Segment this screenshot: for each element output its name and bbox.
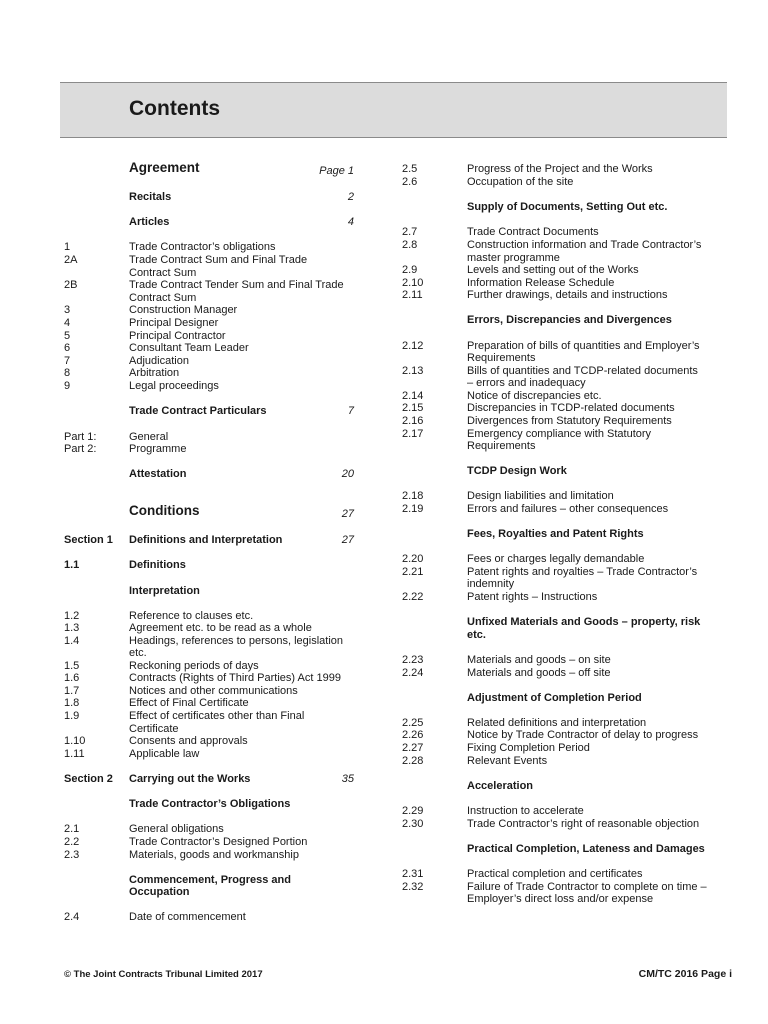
toc-entry-title: Construction Manager xyxy=(129,304,238,316)
toc-entry-title: Failure of Trade Contractor to complete on time – xyxy=(467,881,707,893)
toc-entry xyxy=(64,748,358,762)
toc-entry xyxy=(64,342,358,356)
toc-entry xyxy=(64,622,358,636)
toc-entry-number: 2.23 xyxy=(402,654,424,666)
toc-entry xyxy=(402,805,732,819)
toc-entry xyxy=(402,415,732,429)
toc-entry-number: 2.15 xyxy=(402,402,424,414)
toc-entry-number: 5 xyxy=(64,330,71,342)
toc-entry xyxy=(402,201,732,215)
toc-entry xyxy=(64,886,358,900)
toc-entry-number: 3 xyxy=(64,304,71,316)
toc-entry-number: 2.19 xyxy=(402,503,424,515)
toc-entry-number: 2.21 xyxy=(402,566,424,578)
toc-entry xyxy=(64,160,358,181)
toc-entry xyxy=(64,735,358,749)
toc-entry-title: Headings, references to persons, legislation xyxy=(129,635,344,647)
toc-entry-title: Construction information and Trade Contractor’s xyxy=(467,239,702,251)
toc-entry-title: Preparation of bills of quantities and Employer’s xyxy=(467,340,700,352)
toc-entry xyxy=(64,672,358,686)
toc-entry-number: 1.7 xyxy=(64,685,80,697)
toc-entry xyxy=(402,654,732,668)
toc-entry-title: Principal Contractor xyxy=(129,330,226,342)
toc-entry-number: Section 2 xyxy=(64,773,113,785)
footer-copyright: © The Joint Contracts Tribunal Limited 2017 xyxy=(64,969,263,980)
toc-entry-title: Design liabilities and limitation xyxy=(467,490,614,502)
toc-entry-number: Part 1: xyxy=(64,431,97,443)
toc-entry-title: Contracts (Rights of Third Parties) Act 1999 xyxy=(129,672,341,684)
toc-entry xyxy=(402,843,732,857)
toc-entry-number: 2.32 xyxy=(402,881,424,893)
toc-entry-title: Progress of the Project and the Works xyxy=(467,163,653,175)
toc-entry-number: 2.25 xyxy=(402,717,424,729)
toc-entry-number: 2.14 xyxy=(402,390,424,402)
toc-entry-number: 1.4 xyxy=(64,635,80,647)
toc-entry xyxy=(64,849,358,863)
toc-entry-number: 2A xyxy=(64,254,78,266)
toc-entry xyxy=(64,405,358,419)
toc-entry-number: 2.17 xyxy=(402,428,424,440)
toc-entry-title: Trade Contractor’s right of reasonable objection xyxy=(467,818,700,830)
toc-entry xyxy=(64,534,358,548)
toc-entry xyxy=(402,490,732,504)
toc-entry-page: 2 xyxy=(347,191,354,203)
toc-entry xyxy=(64,836,358,850)
toc-entry-page: 27 xyxy=(341,508,354,520)
toc-entry xyxy=(402,314,732,328)
toc-entry-number: 2.8 xyxy=(402,239,418,251)
toc-entry-title: Notices and other communications xyxy=(129,685,298,697)
toc-entry-number: 1.6 xyxy=(64,672,80,684)
toc-entry xyxy=(64,443,358,457)
toc-entry-title: Notice by Trade Contractor of delay to progress xyxy=(467,729,699,741)
toc-entry xyxy=(64,468,358,482)
toc-entry xyxy=(64,317,358,331)
toc-entry xyxy=(64,823,358,837)
toc-entry-title: Information Release Schedule xyxy=(467,277,615,289)
toc-entry xyxy=(402,742,732,756)
toc-entry-title: Unfixed Materials and Goods – property, risk xyxy=(467,616,701,628)
toc-entry-title: Definitions and Interpretation xyxy=(129,534,283,546)
toc-entry xyxy=(402,553,732,567)
toc-entry xyxy=(402,893,732,907)
toc-entry xyxy=(64,585,358,599)
toc-entry-title: Reckoning periods of days xyxy=(129,660,259,672)
toc-entry-number: 7 xyxy=(64,355,71,367)
toc-entry-number: 4 xyxy=(64,317,71,329)
toc-entry-number: 1.8 xyxy=(64,697,80,709)
toc-entry xyxy=(402,591,732,605)
toc-entry-title: Conditions xyxy=(129,503,200,518)
toc-entry-title: Supply of Documents, Setting Out etc. xyxy=(467,201,668,213)
toc-entry xyxy=(402,377,732,391)
toc-entry-number: 1.9 xyxy=(64,710,80,722)
toc-entry-title: Trade Contract Particulars xyxy=(129,405,267,417)
toc-entry-number: 2.11 xyxy=(402,289,423,301)
toc-entry-page: Page 1 xyxy=(319,165,354,177)
toc-entry-number: 2.3 xyxy=(64,849,80,861)
toc-entry xyxy=(402,503,732,517)
toc-entry-title: Bills of quantities and TCDP-related documents xyxy=(467,365,698,377)
toc-entry-title: Contract Sum xyxy=(129,292,197,304)
toc-entry-page: 27 xyxy=(341,534,354,546)
toc-entry-number: 2.18 xyxy=(402,490,424,502)
toc-entry-title: Acceleration xyxy=(467,780,534,792)
contents-right-column xyxy=(402,0,732,1024)
toc-entry-title: – errors and inadequacy xyxy=(467,377,586,389)
toc-entry-number: 2.27 xyxy=(402,742,424,754)
toc-entry-number: 2.31 xyxy=(402,868,424,880)
toc-entry-title: Fixing Completion Period xyxy=(467,742,590,754)
toc-entry-title: Effect of Final Certificate xyxy=(129,697,249,709)
toc-entry-number: 1.11 xyxy=(64,748,85,760)
page-title: Contents xyxy=(129,97,220,120)
toc-entry-number: Section 1 xyxy=(64,534,113,546)
toc-entry-number: 2B xyxy=(64,279,78,291)
toc-entry-title: Related definitions and interpretation xyxy=(467,717,647,729)
toc-entry-number: 6 xyxy=(64,342,71,354)
toc-entry-title: Trade Contract Sum and Final Trade xyxy=(129,254,308,266)
toc-entry-title: Materials and goods – on site xyxy=(467,654,611,666)
toc-entry-title: Fees, Royalties and Patent Rights xyxy=(467,528,644,540)
toc-entry-title: Contract Sum xyxy=(129,267,197,279)
toc-entry-title: Errors, Discrepancies and Divergences xyxy=(467,314,672,326)
toc-entry-title: Commencement, Progress and xyxy=(129,874,291,886)
toc-entry-number: 1.5 xyxy=(64,660,80,672)
toc-entry-title: Errors and failures – other consequences xyxy=(467,503,669,515)
toc-entry-title: Reference to clauses etc. xyxy=(129,610,254,622)
toc-entry-title: Adjustment of Completion Period xyxy=(467,692,642,704)
toc-entry-number: 2.2 xyxy=(64,836,80,848)
toc-entry xyxy=(402,176,732,190)
footer-page-reference: CM/TC 2016 Page i xyxy=(638,968,732,980)
toc-entry-number: 9 xyxy=(64,380,71,392)
toc-entry-number: 2.26 xyxy=(402,729,424,741)
toc-entry xyxy=(402,729,732,743)
toc-entry-title: Articles xyxy=(129,216,170,228)
toc-entry xyxy=(402,289,732,303)
toc-entry-title: Instruction to accelerate xyxy=(467,805,584,817)
toc-entry-title: Applicable law xyxy=(129,748,200,760)
toc-entry-title: General xyxy=(129,431,169,443)
toc-entry xyxy=(64,254,358,268)
toc-entry-title: Discrepancies in TCDP-related documents xyxy=(467,402,675,414)
toc-entry-number: 2.24 xyxy=(402,667,424,679)
toc-entry xyxy=(402,755,732,769)
toc-entry-number: 2.12 xyxy=(402,340,424,352)
toc-entry-title: Materials and goods – off site xyxy=(467,667,611,679)
toc-entry xyxy=(64,241,358,255)
toc-entry-title: Definitions xyxy=(129,559,186,571)
toc-entry-title: Interpretation xyxy=(129,585,200,597)
toc-entry-number: 2.22 xyxy=(402,591,424,603)
toc-entry-title: Trade Contractor’s Designed Portion xyxy=(129,836,308,848)
toc-entry-title: Notice of discrepancies etc. xyxy=(467,390,602,402)
toc-entry xyxy=(402,226,732,240)
toc-entry-number: 2.29 xyxy=(402,805,424,817)
toc-entry-number: 8 xyxy=(64,367,71,379)
toc-entry-title: Emergency compliance with Statutory xyxy=(467,428,652,440)
toc-entry xyxy=(402,402,732,416)
toc-entry xyxy=(64,191,358,205)
toc-entry-title: Relevant Events xyxy=(467,755,548,767)
toc-entry-title: Occupation xyxy=(129,886,190,898)
toc-entry-number: 1.1 xyxy=(64,559,80,571)
toc-entry-title: indemnity xyxy=(467,578,515,590)
toc-entry-title: Trade Contract Tender Sum and Final Trade xyxy=(129,279,344,291)
toc-entry-title: Fees or charges legally demandable xyxy=(467,553,645,565)
toc-entry xyxy=(402,465,732,479)
toc-entry-number: 2.28 xyxy=(402,755,424,767)
contents-left-column xyxy=(64,0,358,1024)
toc-entry xyxy=(402,239,732,253)
toc-entry xyxy=(402,264,732,278)
toc-entry-number: 1.2 xyxy=(64,610,80,622)
toc-entry xyxy=(402,528,732,542)
toc-entry xyxy=(64,304,358,318)
toc-entry-number: 2.20 xyxy=(402,553,424,565)
toc-entry-title: Patent rights and royalties – Trade Contractor’s xyxy=(467,566,698,578)
toc-entry-page: 35 xyxy=(341,773,354,785)
toc-entry-number: 2.6 xyxy=(402,176,418,188)
toc-entry-title: Principal Designer xyxy=(129,317,219,329)
toc-entry-number: 2.30 xyxy=(402,818,424,830)
toc-entry xyxy=(402,440,732,454)
toc-entry-number: 2.5 xyxy=(402,163,418,175)
toc-entry-title: Practical completion and certificates xyxy=(467,868,643,880)
toc-entry-title: Employer’s direct loss and/or expense xyxy=(467,893,654,905)
toc-entry-title: Agreement etc. to be read as a whole xyxy=(129,622,312,634)
toc-entry-number: 1.3 xyxy=(64,622,80,634)
toc-entry xyxy=(402,629,732,643)
toc-entry-title: Levels and setting out of the Works xyxy=(467,264,639,276)
toc-entry xyxy=(64,697,358,711)
toc-entry xyxy=(64,647,358,661)
toc-entry-number: 2.10 xyxy=(402,277,424,289)
toc-entry-number: 2.7 xyxy=(402,226,418,238)
toc-entry-title: Date of commencement xyxy=(129,911,246,923)
toc-entry-title: Trade Contractor’s Obligations xyxy=(129,798,291,810)
toc-entry xyxy=(64,503,358,524)
toc-entry xyxy=(64,559,358,573)
toc-entry-title: Certificate xyxy=(129,723,179,735)
toc-entry-title: Adjudication xyxy=(129,355,189,367)
toc-entry xyxy=(64,911,358,925)
toc-entry xyxy=(402,868,732,882)
toc-entry xyxy=(64,279,358,293)
toc-entry-number: 1.10 xyxy=(64,735,86,747)
toc-entry-title: Programme xyxy=(129,443,187,455)
toc-entry xyxy=(402,692,732,706)
toc-entry-number: 1 xyxy=(64,241,71,253)
toc-entry-page: 7 xyxy=(347,405,354,417)
toc-entry-title: Occupation of the site xyxy=(467,176,574,188)
toc-entry xyxy=(402,818,732,832)
toc-entry xyxy=(64,710,358,724)
toc-entry-title: Materials, goods and workmanship xyxy=(129,849,299,861)
toc-entry-number: 2.16 xyxy=(402,415,424,427)
toc-entry xyxy=(402,352,732,366)
toc-entry-title: Further drawings, details and instructions xyxy=(467,289,668,301)
toc-entry-title: TCDP Design Work xyxy=(467,465,567,477)
toc-entry-page: 20 xyxy=(341,468,354,480)
toc-entry-page: 4 xyxy=(347,216,354,228)
toc-entry-title: Requirements xyxy=(467,440,536,452)
toc-entry-title: Carrying out the Works xyxy=(129,773,251,785)
toc-entry-title: Consents and approvals xyxy=(129,735,248,747)
toc-entry xyxy=(402,780,732,794)
toc-entry-title: Trade Contractor’s obligations xyxy=(129,241,276,253)
toc-entry-title: Practical Completion, Lateness and Damages xyxy=(467,843,705,855)
toc-entry xyxy=(402,578,732,592)
toc-entry-title: Attestation xyxy=(129,468,187,480)
toc-entry-title: etc. xyxy=(129,647,147,659)
toc-entry xyxy=(64,798,358,812)
toc-entry xyxy=(402,616,732,630)
toc-entry-title: Trade Contract Documents xyxy=(467,226,599,238)
toc-entry xyxy=(402,667,732,681)
toc-entry xyxy=(64,216,358,230)
toc-entry-title: General obligations xyxy=(129,823,224,835)
toc-entry-number: 2.9 xyxy=(402,264,418,276)
toc-entry xyxy=(64,380,358,394)
toc-entry-title: Requirements xyxy=(467,352,536,364)
toc-entry-title: master programme xyxy=(467,252,560,264)
toc-entry-title: etc. xyxy=(467,629,486,641)
toc-entry-number: 2.1 xyxy=(64,823,80,835)
toc-entry-title: Effect of certificates other than Final xyxy=(129,710,305,722)
toc-entry-number: 2.13 xyxy=(402,365,424,377)
toc-entry xyxy=(64,773,358,787)
toc-entry xyxy=(402,163,732,177)
toc-entry-number: 2.4 xyxy=(64,911,80,923)
toc-entry-title: Agreement xyxy=(129,160,200,175)
toc-entry-title: Patent rights – Instructions xyxy=(467,591,598,603)
toc-entry-title: Recitals xyxy=(129,191,172,203)
toc-entry-title: Legal proceedings xyxy=(129,380,219,392)
toc-entry-number: Part 2: xyxy=(64,443,97,455)
toc-entry-title: Arbitration xyxy=(129,367,180,379)
toc-entry xyxy=(64,367,358,381)
toc-entry-title: Divergences from Statutory Requirements xyxy=(467,415,672,427)
toc-entry-title: Consultant Team Leader xyxy=(129,342,249,354)
